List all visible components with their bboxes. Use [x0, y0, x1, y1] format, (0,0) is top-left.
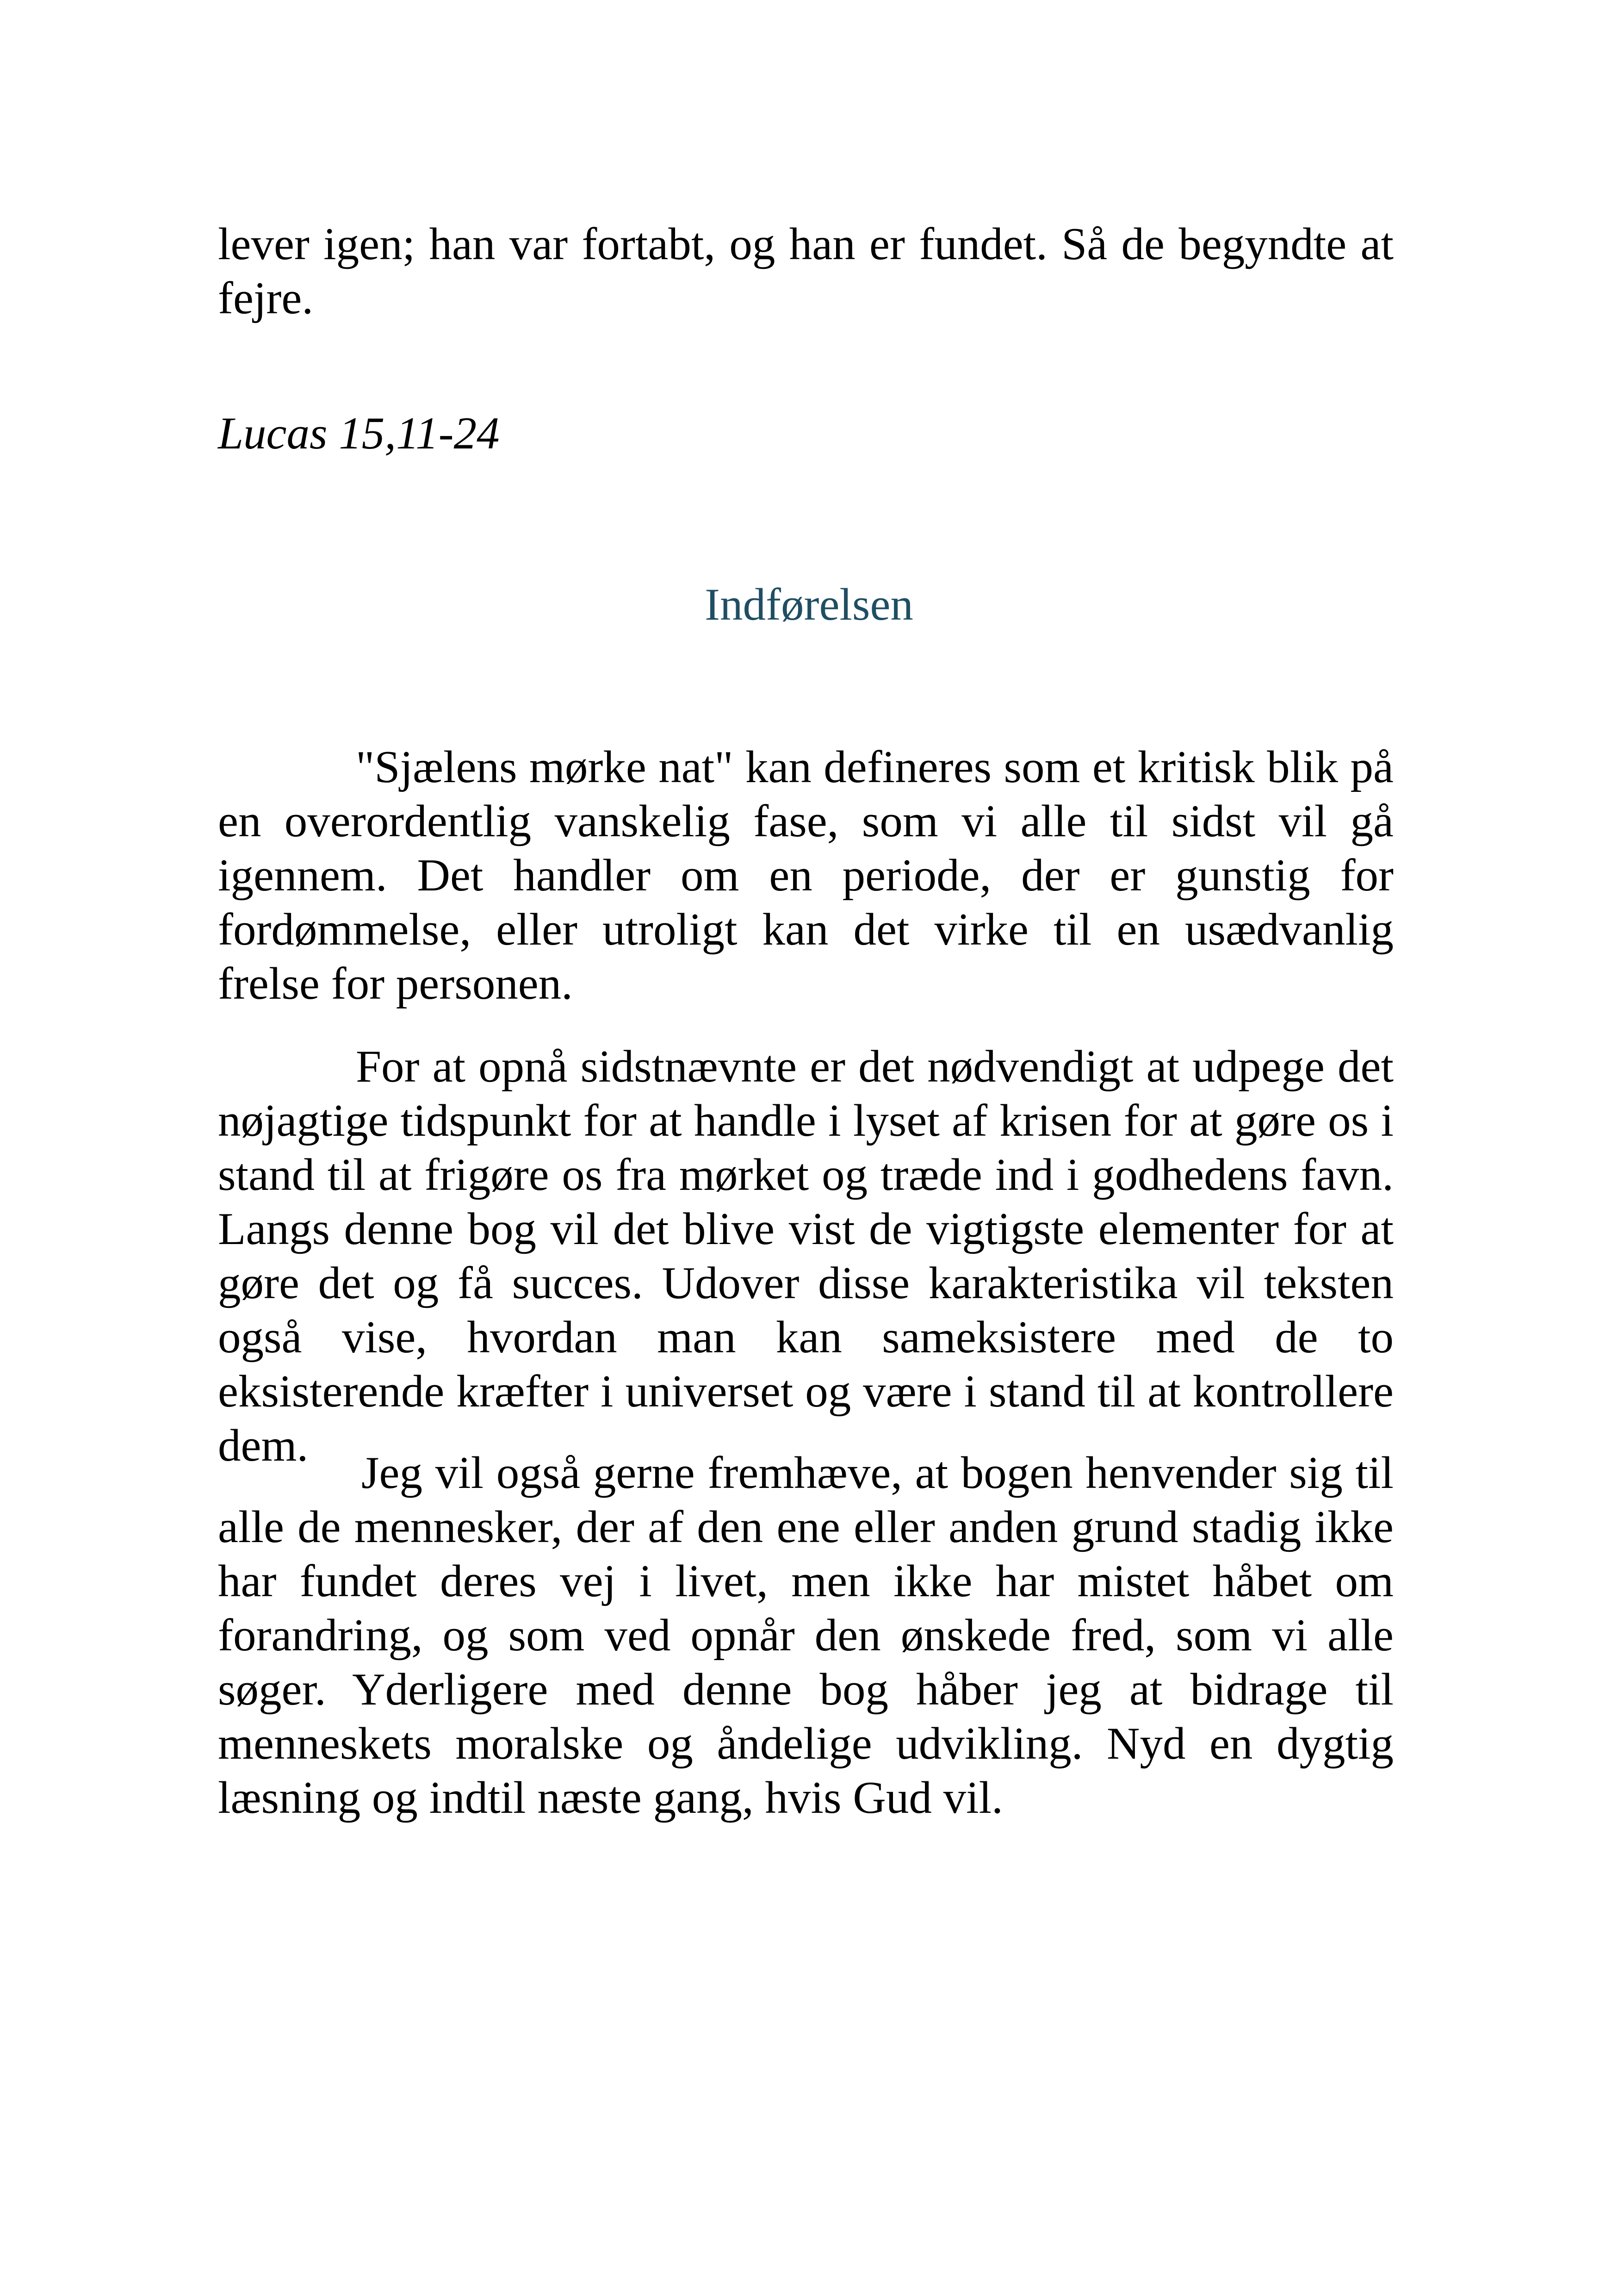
intro-paragraph-3-block	[218, 1446, 1394, 1825]
intro-paragraph-2: For at opnå sidstnævnte er det nødvendigt at udpege det nøjagtige tidspunkt for at handle i lyset af krisen for at gøre os i stand til at frigøre os fra mørket og træde ind i godhedens favn. Langs denne bog vil det blive vist de vigtigste elementer for at gøre det og få succes. Udover disse karakteristika vil teksten også vise, hvordan man kan sameksistere med de to eksisterende kræfter i universet og være i stand til at kontrollere dem.	[218, 1041, 1394, 1471]
section-heading: Indførelsen	[705, 579, 913, 630]
intro-paragraph-1-block	[218, 740, 1394, 1011]
opening-text	[218, 217, 1394, 325]
opening-paragraph: lever igen; han var fortabt, og han er fundet. Så de begyndte at fejre.	[218, 219, 1394, 324]
intro-paragraph-1: "Sjælens mørke nat" kan defineres som et kritisk blik på en overordentlig vanskelig fase, som vi alle til sidst vil gå igennem. Det handler om en periode, der er gunstig for fordømmelse, eller utroligt kan det virke til en usædvanlig frelse for personen.	[218, 742, 1394, 1009]
bible-citation: Lucas 15,11-24	[218, 408, 500, 459]
intro-paragraph-2-block	[218, 1039, 1394, 1473]
intro-paragraph-3: Jeg vil også gerne fremhæve, at bogen henvender sig til alle de mennesker, der af den ene eller anden grund stadig ikke har fundet deres vej i livet, men ikke har mistet håbet om forandring, og som ved opnår den ønskede fred, som vi alle søger. Yderligere med denne bog håber jeg at bidrage til menneskets moralske og åndelige udvikling. Nyd en dygtig læsning og indtil næste gang, hvis Gud vil.	[218, 1448, 1394, 1823]
